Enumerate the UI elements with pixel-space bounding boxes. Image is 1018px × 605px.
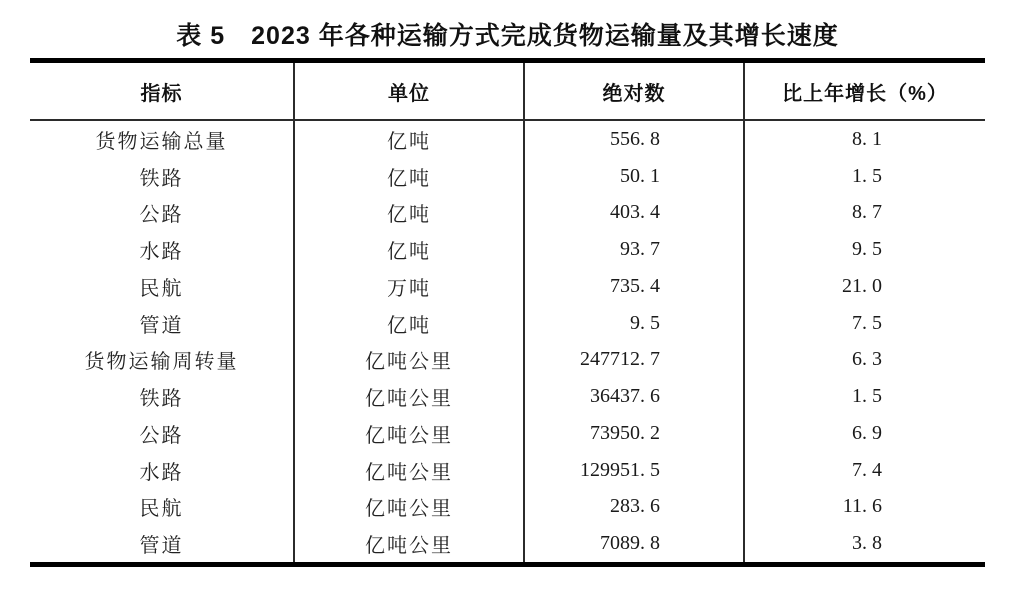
table-row [30,342,985,379]
unit-cell: 亿吨公里 [295,452,525,489]
indicator-cell: 铁路 [30,158,295,195]
unit-cell: 亿吨公里 [295,415,525,452]
table-title: 表 5 2023 年各种运输方式完成货物运输量及其增长速度 [176,22,839,50]
table-row [30,195,985,232]
indicator-cell: 公路 [30,415,295,452]
growth-rate-cell: 11. 6 [842,495,882,518]
indicator-cell: 管道 [30,525,295,562]
absolute-value-cell: 36437. 6 [525,378,745,415]
unit-cell: 亿吨 [295,305,525,342]
growth-rate-cell: 3. 8 [852,532,882,555]
growth-rate-cell: 6. 9 [852,421,882,444]
unit-cell: 亿吨公里 [295,525,525,562]
indicator-cell: 管道 [30,305,295,342]
table-header [30,63,985,121]
growth-rate-cell: 21. 0 [842,274,882,297]
absolute-value-cell: 283. 6 [525,489,745,526]
growth-rate-cell: 8. 7 [852,201,882,224]
indicator-cell: 铁路 [30,378,295,415]
table-row [30,268,985,305]
absolute-value-cell: 50. 1 [525,158,745,195]
table-row [30,452,985,489]
indicator-cell: 民航 [30,489,295,526]
table-row [30,415,985,452]
table-row [30,158,985,195]
unit-cell: 亿吨 [295,195,525,232]
unit-cell: 亿吨公里 [295,378,525,415]
absolute-value-cell: 247712. 7 [525,342,745,379]
indicator-cell: 公路 [30,195,295,232]
indicator-cell: 货物运输总量 [30,121,295,158]
growth-rate-cell: 9. 5 [852,238,882,261]
growth-rate-cell: 1. 5 [852,164,882,187]
absolute-value-cell: 403. 4 [525,195,745,232]
growth-rate-cell: 1. 5 [852,385,882,408]
absolute-value-cell: 129951. 5 [525,452,745,489]
absolute-value-cell: 735. 4 [525,268,745,305]
table-row [30,378,985,415]
table-body [30,121,985,562]
absolute-value-cell: 556. 8 [525,121,745,158]
indicator-cell: 货物运输周转量 [30,342,295,379]
header-cell-absolute-value: 绝对数 [525,63,745,119]
unit-cell: 亿吨公里 [295,342,525,379]
indicator-cell: 水路 [30,231,295,268]
indicator-cell: 民航 [30,268,295,305]
table-row [30,305,985,342]
table-row [30,121,985,158]
table-row [30,489,985,526]
unit-cell: 亿吨公里 [295,489,525,526]
absolute-value-cell: 93. 7 [525,231,745,268]
growth-rate-cell: 6. 3 [852,348,882,371]
growth-rate-cell: 8. 1 [852,127,882,150]
unit-cell: 亿吨 [295,231,525,268]
table-row [30,231,985,268]
unit-cell: 亿吨 [295,158,525,195]
growth-rate-cell: 7. 5 [852,311,882,334]
table-row [30,525,985,562]
growth-rate-cell: 7. 4 [852,458,882,481]
header-cell-indicator: 指标 [30,63,295,119]
absolute-value-cell: 9. 5 [525,305,745,342]
header-cell-unit: 单位 [295,63,525,119]
table-header-row [30,63,985,121]
unit-cell: 亿吨 [295,121,525,158]
unit-cell: 万吨 [295,268,525,305]
indicator-cell: 水路 [30,452,295,489]
freight-volume-table [30,58,985,567]
absolute-value-cell: 7089. 8 [525,525,745,562]
header-cell-growth-rate: 比上年增长（%） [782,82,948,105]
absolute-value-cell: 73950. 2 [525,415,745,452]
